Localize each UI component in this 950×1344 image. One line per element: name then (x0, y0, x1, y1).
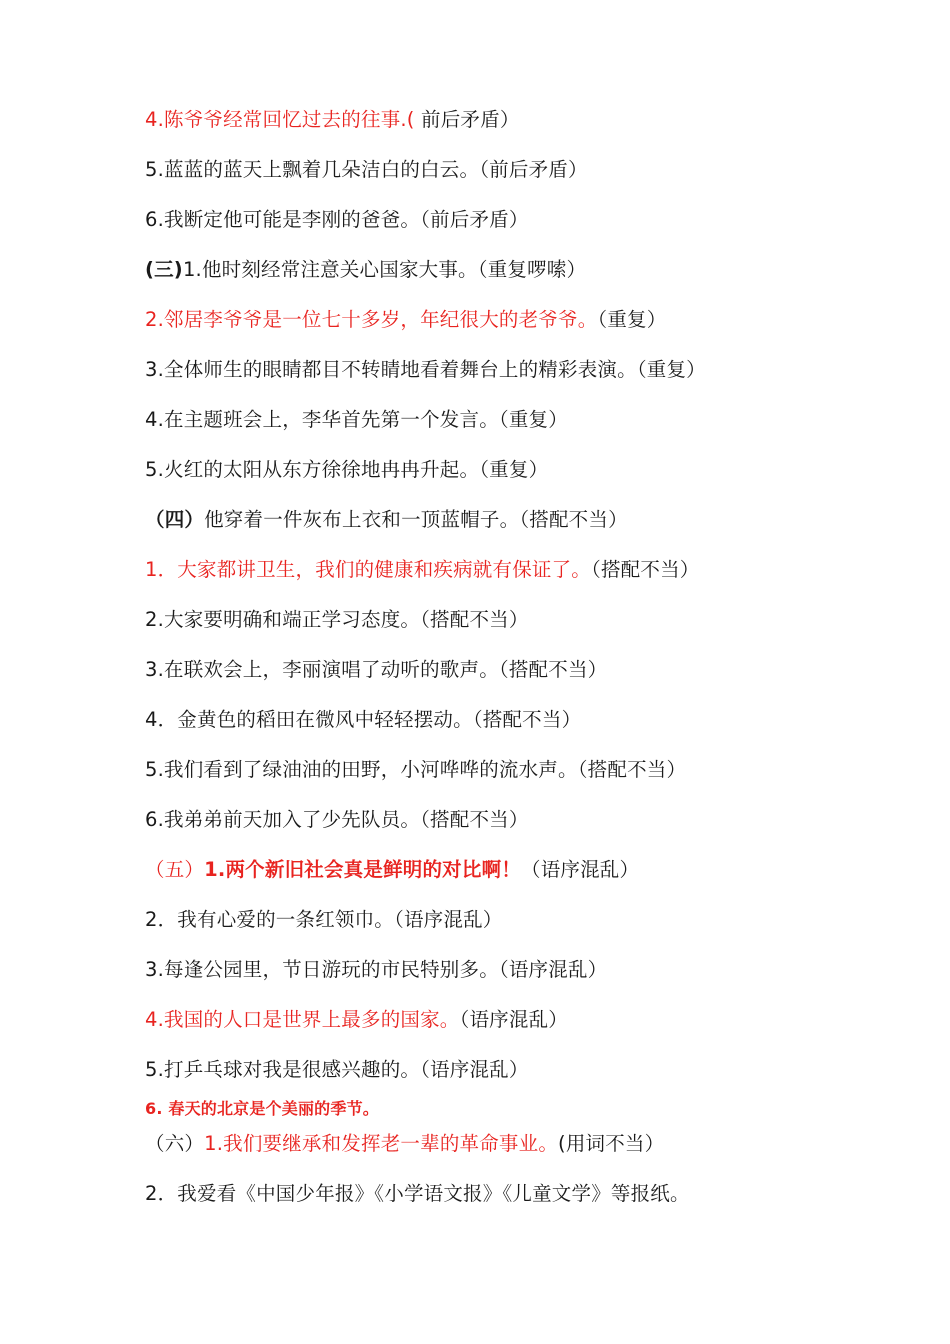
line-3 (145, 206, 529, 234)
line-16 (145, 856, 639, 884)
line-18-text: 3.每逢公园里，节日游玩的市民特别多。 (145, 958, 499, 981)
line-13-text: 4．金黄色的稻田在微风中轻轻摆动。 (145, 708, 473, 731)
line-15-note: （搭配不当） (420, 808, 529, 831)
line-5-text: 2.邻居李爷爷是一位七十多岁，年纪很大的老爷爷。 (145, 308, 598, 331)
line-3-note: （前后矛盾） (420, 208, 529, 231)
line-21 (145, 1095, 379, 1123)
line-22 (145, 1130, 664, 1158)
line-20-text: 5.打乒乓球对我是很感兴趣的。 (145, 1058, 421, 1081)
line-11-text: 2.大家要明确和端正学习态度。 (145, 608, 421, 631)
line-5 (145, 306, 666, 334)
line-19-note: （语序混乱） (459, 1008, 568, 1031)
line-14-text: 5.我们看到了绿油油的田野，小河哗哗的流水声。 (145, 758, 578, 781)
line-11-note: （搭配不当） (420, 608, 529, 631)
line-20 (145, 1056, 529, 1084)
line-4 (145, 256, 586, 284)
line-3-text: 6.我断定他可能是李刚的爸爸。 (145, 208, 421, 231)
line-10-text: 1．大家都讲卫生，我们的健康和疾病就有保证了。 (145, 558, 592, 581)
line-14-note: （搭配不当） (577, 758, 687, 781)
line-4-text: 1.他时刻经常注意关心国家大事。 (182, 258, 478, 281)
section-5-heading: （五） (145, 858, 205, 881)
line-15-text: 6.我弟弟前天加入了少先队员。 (145, 808, 421, 831)
line-15 (145, 806, 529, 834)
line-10-note: （搭配不当） (591, 558, 700, 581)
line-10 (145, 556, 699, 584)
line-18 (145, 956, 607, 984)
line-9 (145, 506, 628, 534)
line-13 (145, 706, 581, 734)
line-7-note: （重复） (498, 408, 568, 431)
line-12-note: （搭配不当） (498, 658, 608, 681)
line-9-note: （搭配不当） (519, 508, 628, 531)
line-2-note: （前后矛盾） (479, 158, 588, 181)
line-16-text: 1.两个新旧社会真是鲜明的对比啊！ (204, 858, 521, 881)
line-1 (145, 106, 520, 134)
line-18-note: （语序混乱） (498, 958, 608, 981)
line-17 (145, 906, 502, 934)
line-17-text: 2．我有心爱的一条红领巾。 (145, 908, 395, 931)
line-8 (145, 456, 548, 484)
line-16-note: （语序混乱） (521, 858, 640, 881)
line-8-note: （重复） (479, 458, 549, 481)
line-13-note: （搭配不当） (472, 708, 582, 731)
line-20-note: （语序混乱） (420, 1058, 529, 1081)
line-22-note: (用词不当） (558, 1132, 665, 1155)
section-4-heading: （四） (145, 508, 205, 531)
line-8-text: 5.火红的太阳从东方徐徐地冉冉升起。 (145, 458, 480, 481)
line-9-text: 他穿着一件灰布上衣和一顶蓝帽子。 (204, 508, 520, 531)
line-6-note: （重复） (636, 358, 706, 381)
line-19 (145, 1006, 568, 1034)
line-2 (145, 156, 588, 184)
line-12 (145, 656, 607, 684)
line-4-note: （重复啰嗦） (477, 258, 587, 281)
section-6-heading: （六） (145, 1132, 205, 1155)
line-11 (145, 606, 529, 634)
line-22-text: 1.我们要继承和发挥老一辈的革命事业。 (204, 1132, 559, 1155)
line-14 (145, 756, 686, 784)
section-3-heading: (三) (145, 258, 183, 281)
line-5-note: （重复） (597, 308, 667, 331)
line-12-text: 3.在联欢会上，李丽演唱了动听的歌声。 (145, 658, 499, 681)
line-1-note: 前后矛盾） (414, 108, 520, 131)
line-19-text: 4.我国的人口是世界上最多的国家。 (145, 1008, 460, 1031)
line-7-text: 4.在主题班会上，李华首先第一个发言。 (145, 408, 499, 431)
line-6-text: 3.全体师生的眼睛都目不转睛地看着舞台上的精彩表演。 (145, 358, 637, 381)
line-7 (145, 406, 568, 434)
line-23-text: 2．我爱看《中国少年报》《小学语文报》《儿童文学》等报纸。 (145, 1182, 690, 1205)
line-17-note: （语序混乱） (394, 908, 503, 931)
line-23 (145, 1180, 690, 1208)
line-21-text: 6. 春天的北京是个美丽的季节。 (145, 1099, 379, 1118)
line-6 (145, 356, 706, 384)
line-1-text: 4.陈爷爷经常回忆过去的往事.( (145, 108, 415, 131)
line-2-text: 5.蓝蓝的蓝天上飘着几朵洁白的白云。 (145, 158, 480, 181)
